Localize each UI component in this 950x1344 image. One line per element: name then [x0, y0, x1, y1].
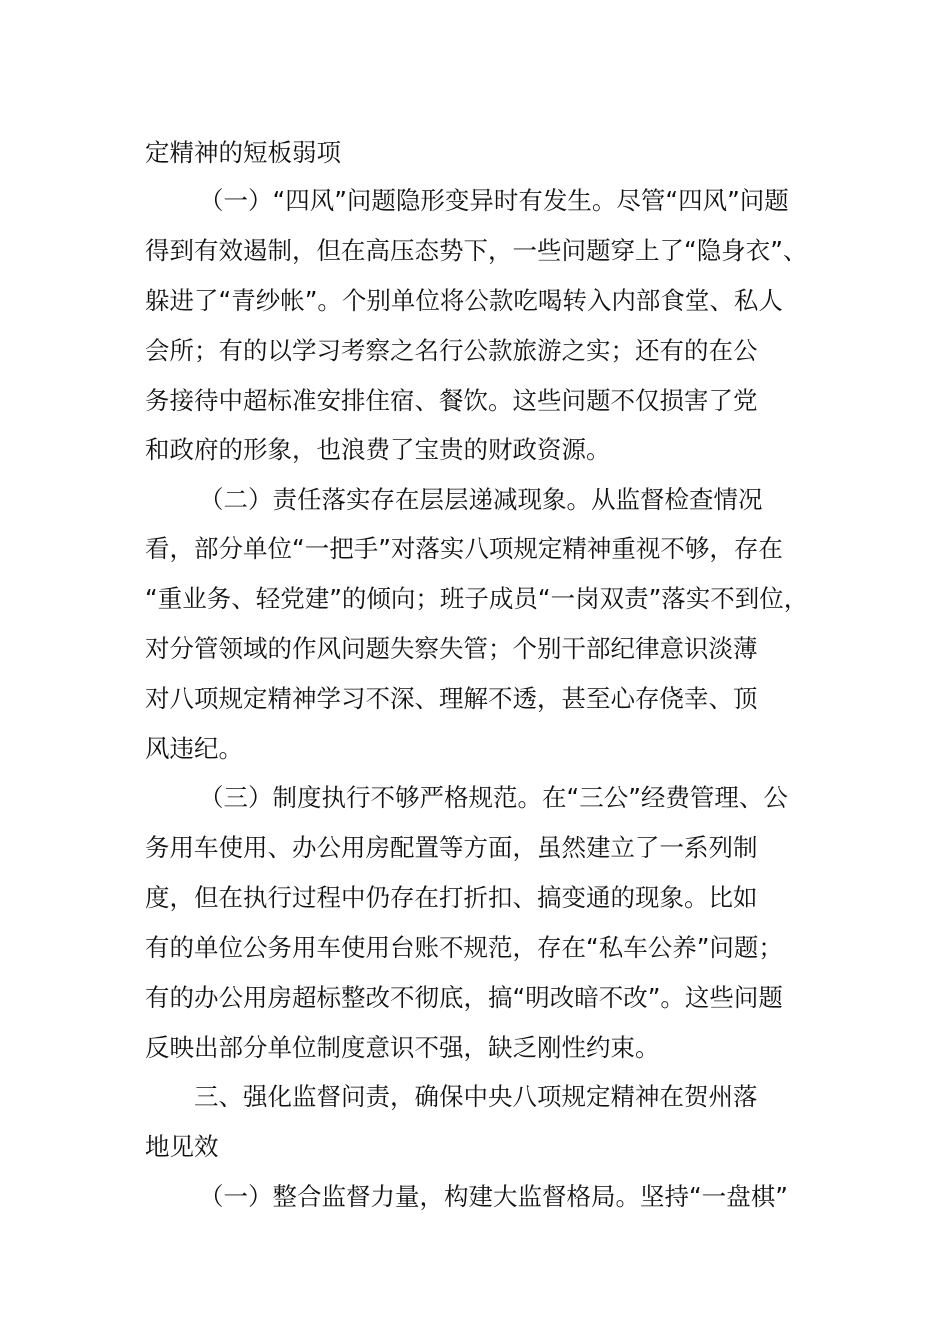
text-line: 务接待中超标准安排住宿、餐饮。这些问题不仅损害了党 — [145, 386, 758, 415]
text-line: 看，部分单位“一把手”对落实八项规定精神重视不够，存在 — [145, 534, 783, 563]
text-line: 有的办公用房超标整改不彻底，搞“明改暗不改”。这些问题 — [145, 983, 783, 1012]
text-line: 和政府的形象，也浪费了宝贵的财政资源。 — [145, 435, 611, 464]
paragraph-heading-line: （一）整合监督力量，构建大监督格局。坚持“一盘棋” — [199, 1182, 788, 1211]
text-line: 对八项规定精神学习不深、理解不透，甚至心存侥幸、顶 — [145, 684, 758, 713]
text-line: 会所；有的以学习考察之名行公款旅游之实；还有的在公 — [145, 336, 758, 365]
text-line: 反映出部分单位制度意识不强，缺乏刚性约束。 — [145, 1033, 660, 1062]
section-heading-line: 三、强化监督问责，确保中央八项规定精神在贺州落 — [194, 1082, 758, 1111]
paragraph-heading-line: （一）“四风”问题隐形变异时有发生。尽管“四风”问题 — [199, 186, 789, 215]
paragraph-heading-line: （三）制度执行不够严格规范。在“三公”经费管理、公 — [199, 783, 788, 812]
text-line: 对分管领域的作风问题失察失管；个别干部纪律意识淡薄 — [145, 634, 758, 663]
paragraph-heading-line: （二）责任落实存在层层递减现象。从监督检查情况 — [199, 485, 763, 514]
section-heading-line: 地见效 — [145, 1132, 219, 1161]
text-line: 务用车使用、办公用房配置等方面，虽然建立了一系列制 — [145, 833, 758, 862]
text-line: 定精神的短板弱项 — [145, 138, 341, 167]
text-line: 度，但在执行过程中仍存在打折扣、搞变通的现象。比如 — [145, 883, 758, 912]
text-line: 得到有效遏制，但在高压态势下，一些问题穿上了“隐身衣”、 — [145, 236, 808, 265]
text-line: 风违纪。 — [145, 734, 243, 763]
text-line: 有的单位公务用车使用台账不规范，存在“私车公养”问题； — [145, 933, 783, 962]
text-line: “重业务、轻党建”的倾向；班子成员“一岗双责”落实不到位， — [145, 584, 809, 613]
text-line: 躲进了“青纱帐”。个别单位将公款吃喝转入内部食堂、私人 — [145, 286, 783, 315]
